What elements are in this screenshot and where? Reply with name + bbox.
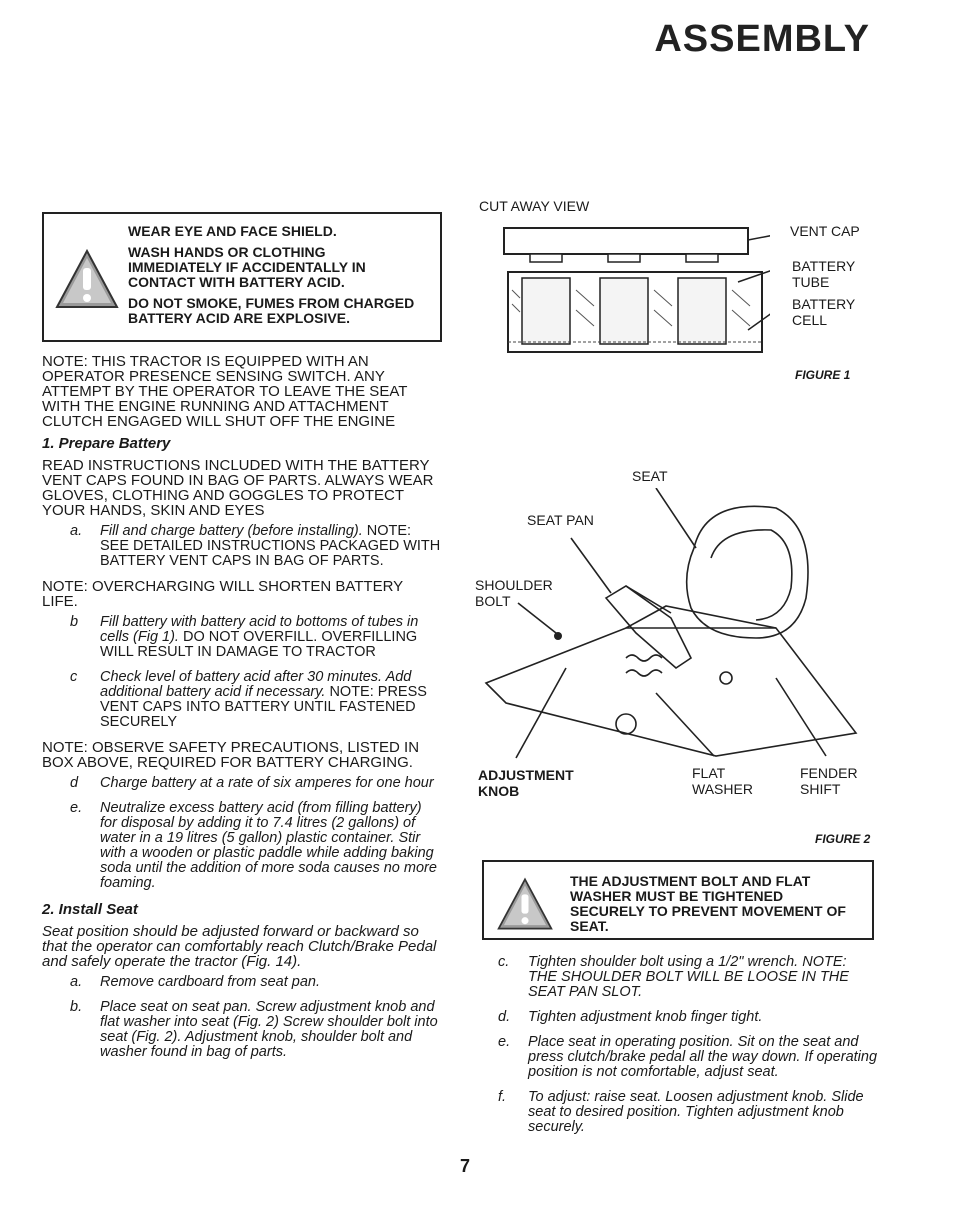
battery-warning-box — [42, 212, 442, 342]
warning-triangle-icon — [54, 248, 120, 310]
callout-seat-pan: SEAT PAN — [527, 512, 594, 528]
callout-seat: SEAT — [632, 468, 668, 484]
callout-vent-cap: VENT CAP — [790, 223, 860, 239]
adjustment-bolt-warning-box — [482, 860, 874, 940]
battery-cutaway-diagram — [500, 220, 770, 360]
callout-adjustment-knob: ADJUSTMENT KNOB — [478, 767, 574, 799]
list-item: a. Fill and charge battery (before installing). NOTE: SEE DETAILED INSTRUCTIONS PACKAGED WITH BATTERY VENT CAPS IN BAG OF PARTS. — [70, 523, 441, 569]
list-item: d. Tighten adjustment knob finger tight. — [498, 1009, 763, 1025]
figure-1-caption: FIGURE 1 — [795, 368, 851, 382]
note-safety-precautions: NOTE: OBSERVE SAFETY PRECAUTIONS, LISTED IN BOX ABOVE, REQUIRED FOR BATTERY CHARGING. — [42, 739, 420, 771]
warning-text: THE ADJUSTMENT BOLT AND FLAT WASHER MUST BE TIGHTENED SECURELY TO PREVENT MOVEMENT OF SEAT. — [570, 873, 846, 934]
seat-installation-diagram — [476, 488, 866, 768]
list-item: d Charge battery at a rate of six amperes for one hour — [70, 775, 434, 791]
callout-fender-shift: FENDER SHIFT — [800, 765, 858, 797]
list-item: e. Place seat in operating position. Sit on the seat and press clutch/brake pedal all the way down. If operating position is not comfortable, adjust seat. — [498, 1034, 878, 1080]
section-intro: READ INSTRUCTIONS INCLUDED WITH THE BATTERY VENT CAPS FOUND IN BAG OF PARTS. ALWAYS WEAR GLOVES, CLOTHING AND GOGGLES TO PROTECT YOUR HANDS, SKIN AND EYES — [42, 457, 434, 519]
list-item: b Fill battery with battery acid to bottoms of tubes in cells (Fig 1). DO NOT OVERFILL. OVERFILLING WILL RESULT IN DAMAGE TO TRACTOR — [70, 614, 419, 660]
left-column — [42, 212, 442, 1070]
warning-line: WEAR EYE AND FACE SHIELD. — [128, 223, 337, 239]
section-heading-install-seat: 2. Install Seat — [42, 901, 138, 918]
list-item: e. Neutralize excess battery acid (from filling battery) for disposal by adding it to 7.4 litres (2 gallons) of water in a 19 litres (5 gallon) plastic container. Stir with a wooden or plastic paddle while adding baking soda until the addition of more soda causes no more foaming. — [70, 800, 437, 891]
list-item: a. Remove cardboard from seat pan. — [70, 974, 321, 990]
callout-battery-tube: BATTERY TUBE — [792, 258, 856, 290]
callout-battery-cell: BATTERY CELL — [792, 296, 856, 328]
list-item: c Check level of battery acid after 30 minutes. Add additional battery acid if necessary. NOTE: PRESS VENT CAPS INTO BATTERY UNTIL FASTENED SECURELY — [70, 669, 427, 730]
list-item: b. Place seat on seat pan. Screw adjustment knob and flat washer into seat (Fig. 2) Screw shoulder bolt into seat (Fig. 2). Adjustment knob, shoulder bolt and washer found in bag of parts. — [70, 999, 438, 1060]
warning-line: DO NOT SMOKE, FUMES FROM CHARGED BATTERY ACID ARE EXPLOSIVE. — [128, 295, 415, 326]
cut-away-view-label: CUT AWAY VIEW — [479, 198, 590, 214]
right-column-steps — [478, 955, 878, 1145]
callout-flat-washer: FLAT WASHER — [692, 765, 753, 797]
list-item: f. To adjust: raise seat. Loosen adjustment knob. Slide seat to desired position. Tighten adjustment knob securely. — [498, 1089, 864, 1135]
page-title: ASSEMBLY — [654, 18, 870, 60]
page-number: 7 — [460, 1156, 471, 1176]
note-overcharging: NOTE: OVERCHARGING WILL SHORTEN BATTERY LIFE. — [42, 578, 403, 610]
figure-2-caption: FIGURE 2 — [815, 832, 871, 846]
note-operator-presence: NOTE: THIS TRACTOR IS EQUIPPED WITH AN OPERATOR PRESENCE SENSING SWITCH. ANY ATTEMPT BY THE OPERATOR TO LEAVE THE SEAT WITH THE ENGINE RUNNING AND ATTACHMENT CLUTCH ENGAGED WILL SHUT OFF THE ENGINE — [42, 353, 408, 430]
section-heading-prepare-battery: 1. Prepare Battery — [42, 435, 171, 452]
warning-line: WASH HANDS OR CLOTHING IMMEDIATELY IF ACCIDENTALLY IN CONTACT WITH BATTERY ACID. — [128, 244, 366, 290]
list-item: c. Tighten shoulder bolt using a 1/2" wrench. NOTE: THE SHOULDER BOLT WILL BE LOOSE IN THE SEAT PAN SLOT. — [498, 954, 849, 1000]
callout-shoulder-bolt: SHOULDER BOLT — [475, 577, 553, 609]
warning-triangle-icon — [496, 876, 554, 932]
section-intro: Seat position should be adjusted forward or backward so that the operator can comfortably reach Clutch/Brake Pedal and safely operate the tractor (Fig. 14). — [42, 923, 437, 970]
